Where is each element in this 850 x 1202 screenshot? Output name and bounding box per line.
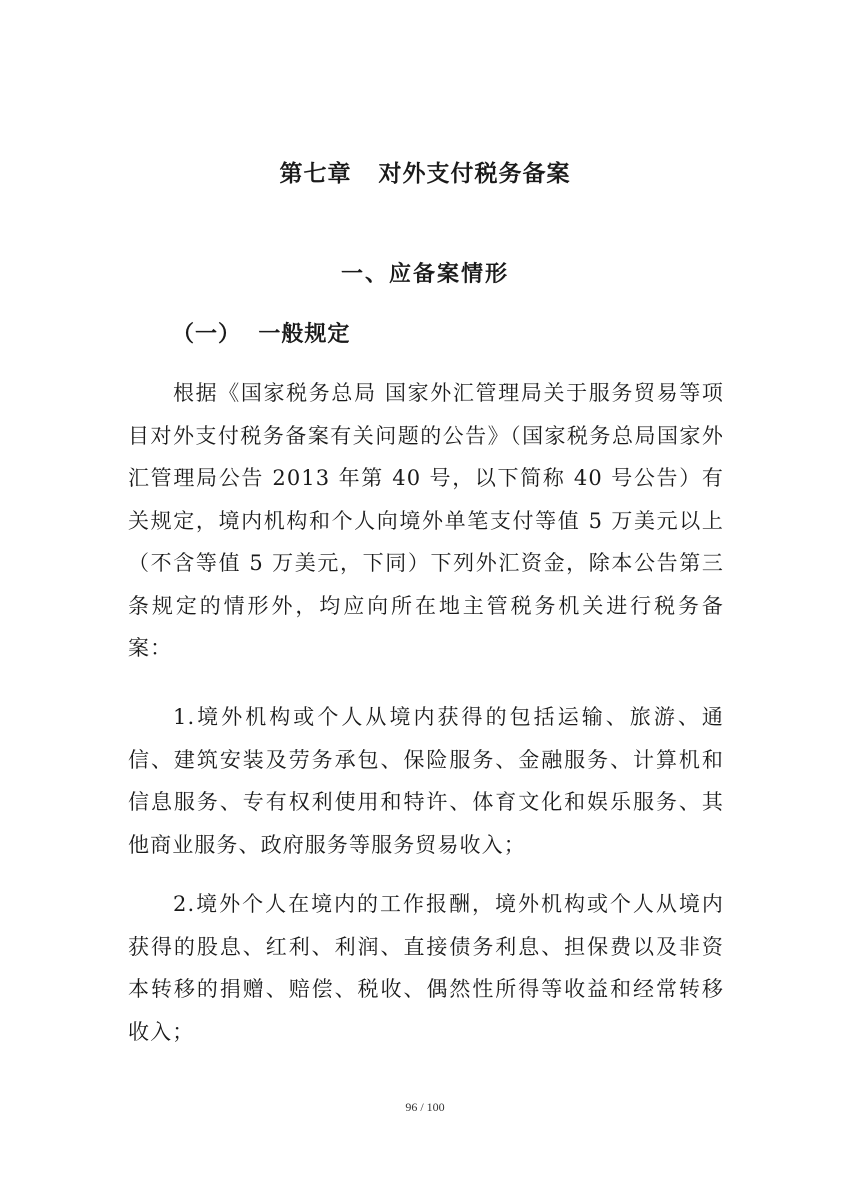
paragraph-item-1: 1.境外机构或个人从境内获得的包括运输、旅游、通信、建筑安装及劳务承包、保险服务、金融服务、计算机和信息服务、专有权利使用和特许、体育文化和娱乐服务、其他商业服务、政府服务等服务贸易收入； (128, 705, 724, 857)
page-number: 96 / 100 (405, 1100, 445, 1114)
paragraph-intro: 根据《国家税务总局 国家外汇管理局关于服务贸易等项目对外支付税务备案有关问题的公告》（国家税务总局国家外汇管理局公告 2013 年第 40 号，以下简称 40 号公告）有关规定，境内机构和个人向境外单笔支付等值 5 万美元以上（不含等值 5 万美元，下同）下列外汇资金，除本公告第三条规定的情形外，均应向所在地主管税务机关进行税务备案： (128, 381, 724, 660)
paragraph-item-2: 2.境外个人在境内的工作报酬，境外机构或个人从境内获得的股息、红利、利润、直接债务利息、担保费以及非资本转移的捐赠、赔偿、税收、偶然性所得等收益和经常转移收入； (128, 892, 724, 1044)
chapter-title: 第七章 对外支付税务备案 (279, 160, 571, 187)
section-title: 一、应备案情形 (340, 261, 509, 287)
subsection-title: （一） 一般规定 (172, 321, 351, 347)
